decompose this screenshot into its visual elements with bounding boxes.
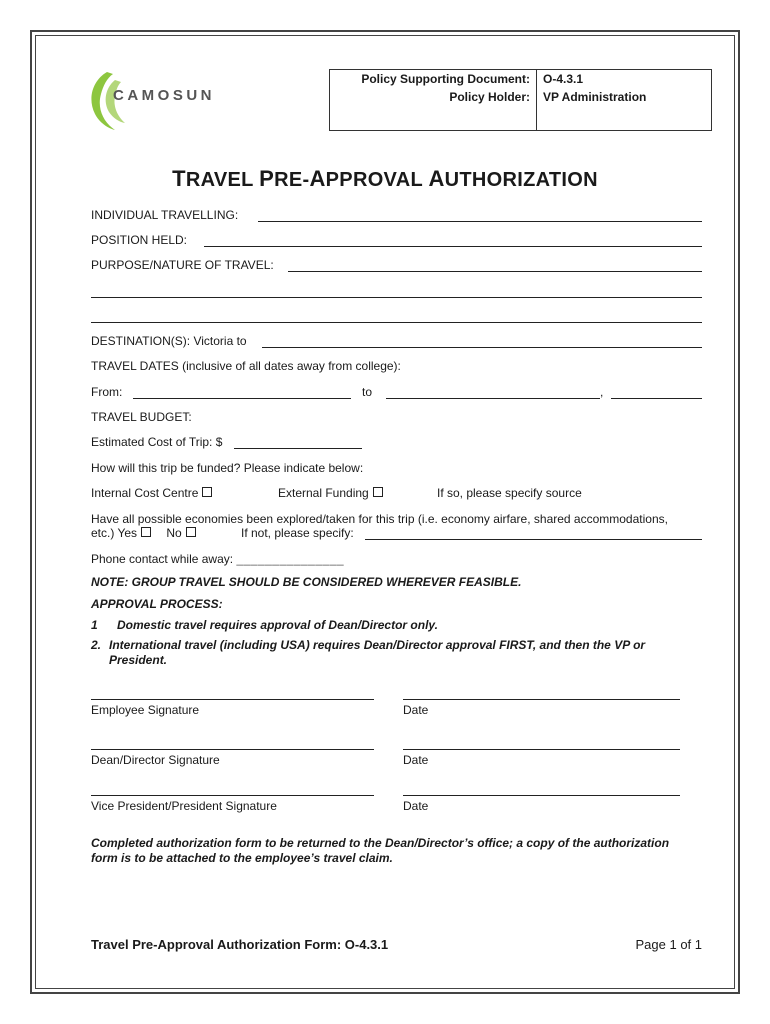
purpose-field-line3[interactable]	[91, 322, 702, 323]
from-date-field[interactable]	[133, 398, 351, 399]
no-checkbox[interactable]	[186, 527, 196, 537]
dean-signature-label: Dean/Director Signature	[91, 753, 220, 767]
internal-cost-checkbox[interactable]	[202, 487, 212, 497]
policy-holder-value: VP Administration	[543, 90, 647, 104]
policy-values-cell	[537, 70, 712, 131]
funding-question: How will this trip be funded? Please indicate below:	[91, 461, 364, 475]
policy-labels-cell	[330, 70, 537, 131]
approval-item-2-line2: President.	[109, 653, 168, 667]
to-date-field[interactable]	[386, 398, 600, 399]
if-not-specify-field[interactable]	[365, 539, 702, 540]
phone-contact-label: Phone contact while away:	[91, 552, 234, 566]
logo-text: CAMOSUN	[113, 87, 215, 104]
estimated-cost-field[interactable]	[234, 448, 362, 449]
economies-question: Have all possible economies been explored/taken for this trip (i.e. economy airfare, shared accommodations,	[91, 512, 668, 526]
purpose-field-line2[interactable]	[91, 297, 702, 298]
external-funding-checkbox[interactable]	[373, 487, 383, 497]
individual-travelling-field[interactable]	[258, 221, 702, 222]
approval-item-1: Domestic travel requires approval of Dean/Director only.	[117, 618, 438, 632]
approval-item-1-number: 1	[91, 618, 98, 632]
closing-note-line2: form is to be attached to the employee’s travel claim.	[91, 851, 393, 865]
if-not-specify-label: If not, please specify:	[241, 526, 354, 540]
external-funding-label: External Funding	[278, 486, 369, 500]
policy-info-table	[329, 69, 712, 131]
date-comma: ,	[600, 385, 604, 399]
footer-page-number: Page 1 of 1	[635, 937, 702, 952]
from-label: From:	[91, 385, 123, 399]
internal-cost-option	[91, 486, 212, 500]
form-title: TRAVEL PRE-APPROVAL AUTHORIZATION	[172, 166, 598, 191]
vp-signature-label: Vice President/President Signature	[91, 799, 277, 813]
specify-source-label: If so, please specify source	[437, 486, 582, 500]
dean-signature-line[interactable]	[91, 749, 374, 750]
dean-date-label: Date	[403, 753, 429, 767]
to-label: to	[362, 385, 373, 399]
closing-note-line1: Completed authorization form to be returned to the Dean/Director’s office; a copy of the authorization	[91, 836, 670, 850]
vp-date-line[interactable]	[403, 795, 680, 796]
employee-signature-line[interactable]	[91, 699, 374, 700]
internal-cost-label: Internal Cost Centre	[91, 486, 199, 500]
dean-date-line[interactable]	[403, 749, 680, 750]
employee-signature-label: Employee Signature	[91, 703, 200, 717]
individual-travelling-label: INDIVIDUAL TRAVELLING:	[91, 208, 239, 222]
position-held-label: POSITION HELD:	[91, 233, 188, 247]
estimated-cost-label: Estimated Cost of Trip: $	[91, 435, 223, 449]
policy-holder-label: Policy Holder:	[449, 90, 530, 104]
group-travel-note: NOTE: GROUP TRAVEL SHOULD BE CONSIDERED WHEREVER FEASIBLE.	[91, 575, 522, 589]
travel-budget-label: TRAVEL BUDGET:	[91, 410, 192, 424]
vp-signature-line[interactable]	[91, 795, 374, 796]
external-funding-option	[278, 486, 383, 500]
no-label: No	[166, 526, 182, 540]
policy-doc-label: Policy Supporting Document:	[361, 72, 530, 86]
employee-date-label: Date	[403, 703, 429, 717]
approval-item-2-line1: International travel (including USA) requires Dean/Director approval FIRST, and then the VP or	[109, 638, 646, 652]
yes-checkbox[interactable]	[141, 527, 151, 537]
purpose-label: PURPOSE/NATURE OF TRAVEL:	[91, 258, 274, 272]
purpose-field-line1[interactable]	[288, 271, 702, 272]
employee-date-line[interactable]	[403, 699, 680, 700]
vp-date-label: Date	[403, 799, 429, 813]
yes-label: etc.) Yes	[91, 526, 138, 540]
approval-item-2-number: 2.	[91, 638, 102, 652]
to-year-field[interactable]	[611, 398, 702, 399]
policy-doc-value: O-4.3.1	[543, 72, 584, 86]
destination-field[interactable]	[262, 347, 702, 348]
footer-form-name: Travel Pre-Approval Authorization Form: O-4.3.1	[91, 937, 389, 952]
economies-answer-row	[91, 526, 196, 540]
approval-process-heading: APPROVAL PROCESS:	[91, 597, 223, 611]
phone-contact-row	[91, 552, 344, 566]
phone-contact-field[interactable]: _______________	[236, 552, 345, 566]
travel-dates-label: TRAVEL DATES (inclusive of all dates away from college):	[91, 359, 401, 373]
destination-label: DESTINATION(S): Victoria to	[91, 334, 247, 348]
position-held-field[interactable]	[204, 246, 702, 247]
